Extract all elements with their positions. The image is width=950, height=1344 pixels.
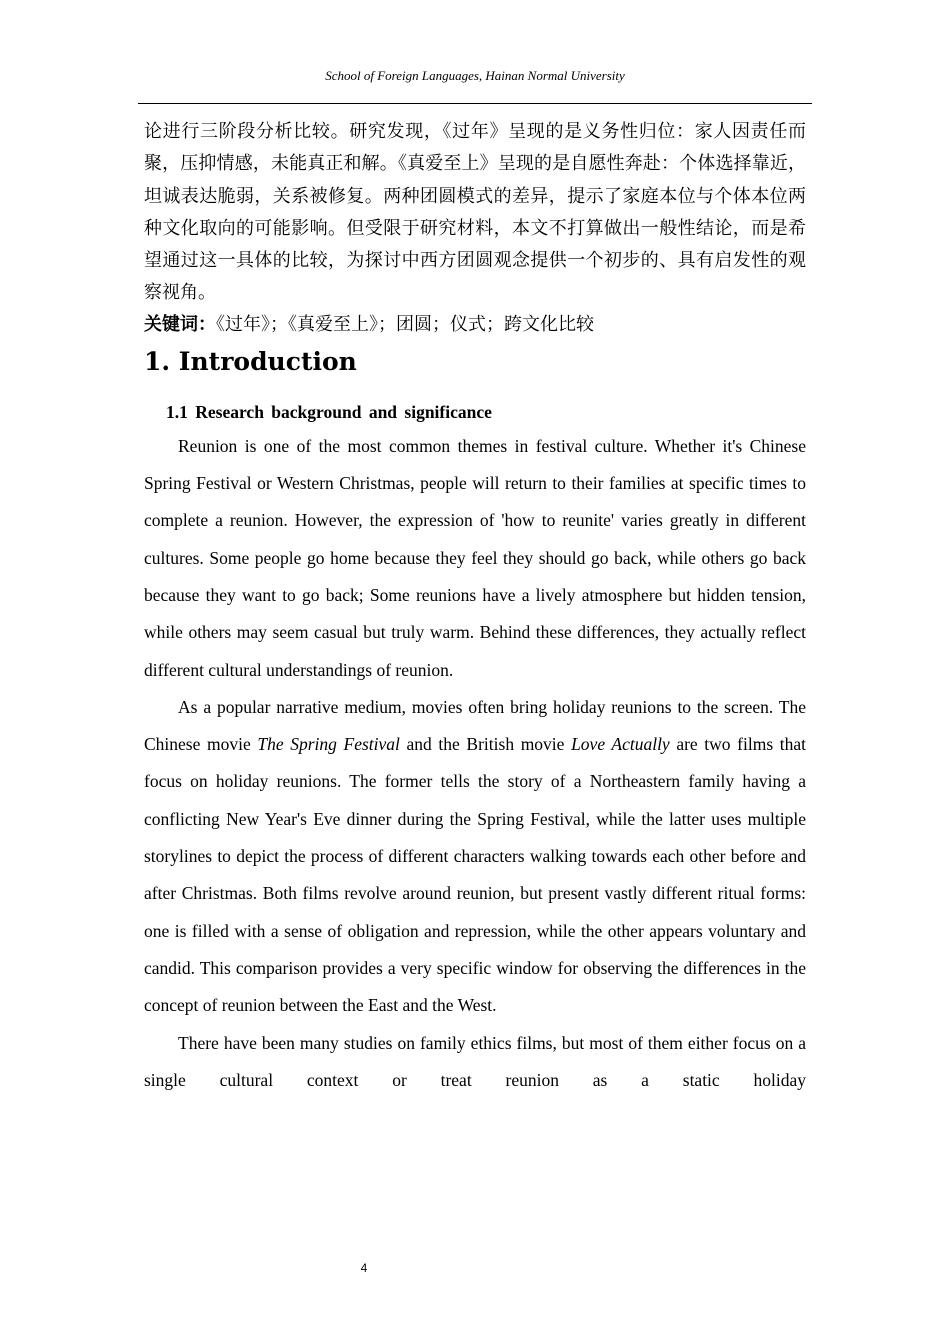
keywords-label: 关键词：	[144, 313, 216, 335]
keywords-list: 《过年》；《真爱至上》；团圆；仪式；跨文化比较	[216, 313, 594, 335]
paragraph-2-part-c: are two films that focus on holiday reunions. The former tells the story of a Northeastern family having a conflicting New Year's Eve dinner during the Spring Festival, while the latter uses multiple storylines to depict the process of different characters walking towards each other before and after Christmas. Both films revolve around reunion, but present vastly different ritual forms: one is filled with a sense of obligation and repression, while the other appears voluntary and candid. This comparison provides a very specific window for observing the differences in the concept of reunion between the East and the West.	[144, 734, 807, 1016]
subsection-heading: 1.1 Research background and significance	[166, 401, 492, 422]
keywords-line	[144, 310, 806, 340]
paragraph-2	[144, 689, 806, 1025]
page-body	[144, 116, 806, 1099]
paragraph-3: There have been many studies on family ethics films, but most of them either focus on a single cultural context or treat reunion as a static holiday	[144, 1032, 806, 1090]
paragraph-2-part-a: As a popular narrative medium, movies often bring holiday reunions to the screen. The Chinese movie	[144, 696, 806, 755]
film-title-love-actually: Love Actually	[571, 734, 670, 755]
chinese-abstract-text: 论进行三阶段分析比较。研究发现，《过年》呈现的是义务性归位：家人因责任而聚，压抑情感，未能真正和解。《真爱至上》呈现的是自愿性奔赴：个体选择靠近，坦诚表达脆弱，关系被修复。两种团圆模式的差异，提示了家庭本位与个体本位两种文化取向的可能影响。但受限于研究材料，本文不打算做出一般性结论，而是希望通过这一具体的比较，为探讨中西方团圆观念提供一个初步的、具有启发性的观察视角。	[144, 121, 806, 304]
paragraph-2-part-b: and the British movie	[399, 734, 572, 755]
page-number: 4	[360, 1261, 368, 1275]
section-heading: 1. Introduction	[144, 346, 357, 376]
paragraph-1: Reunion is one of the most common themes in festival culture. Whether it's Chinese Spring Festival or Western Christmas, people will return to their families at specific times to complete a reunion. However, the expression of 'how to reunite' varies greatly in different cultures. Some people go home because they feel they should go back, while others go back because they want to go back; Some reunions have a lively atmosphere but hidden tension, while others may seem casual but truly warm. Behind these differences, they actually reflect different cultural understandings of reunion.	[144, 435, 806, 680]
running-header: School of Foreign Languages, Hainan Normal University	[325, 68, 625, 83]
film-title-spring-festival: The Spring Festival	[257, 734, 400, 755]
header-divider	[138, 103, 812, 104]
